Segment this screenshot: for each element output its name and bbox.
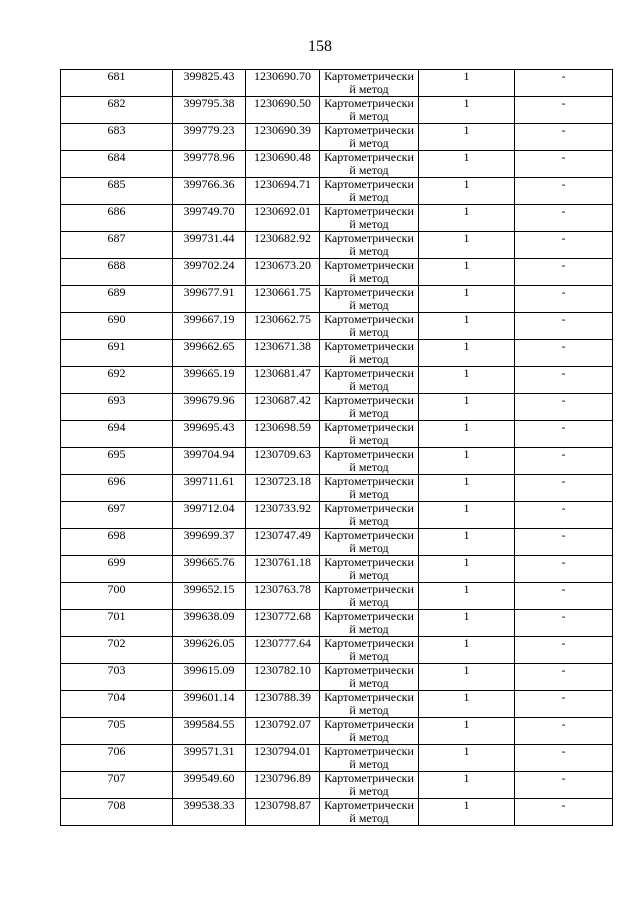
- method-text: Картометрический метод: [324, 447, 414, 474]
- description-cell: -: [515, 772, 613, 799]
- x-coordinate-cell: 399667.19: [173, 313, 246, 340]
- x-coordinate-cell: 399652.15: [173, 583, 246, 610]
- method-text: Картометрический метод: [324, 663, 414, 690]
- accuracy-cell: 1: [419, 286, 515, 313]
- method-cell: [320, 583, 419, 610]
- table-row: [61, 421, 613, 448]
- point-number-cell: 702: [61, 637, 173, 664]
- description-cell: -: [515, 691, 613, 718]
- accuracy-cell: 1: [419, 232, 515, 259]
- table-row: [61, 745, 613, 772]
- accuracy-cell: 1: [419, 394, 515, 421]
- y-coordinate-cell: 1230690.48: [246, 151, 320, 178]
- x-coordinate-cell: 399825.43: [173, 70, 246, 97]
- x-coordinate-cell: 399695.43: [173, 421, 246, 448]
- x-coordinate-cell: 399571.31: [173, 745, 246, 772]
- accuracy-cell: 1: [419, 178, 515, 205]
- y-coordinate-cell: 1230709.63: [246, 448, 320, 475]
- x-coordinate-cell: 399601.14: [173, 691, 246, 718]
- point-number-cell: 691: [61, 340, 173, 367]
- table-row: [61, 286, 613, 313]
- accuracy-cell: 1: [419, 637, 515, 664]
- method-text: Картометрический метод: [324, 474, 414, 501]
- accuracy-cell: 1: [419, 70, 515, 97]
- description-cell: -: [515, 718, 613, 745]
- method-cell: [320, 421, 419, 448]
- method-text: Картометрический метод: [324, 690, 414, 717]
- table-row: [61, 394, 613, 421]
- table-row: [61, 70, 613, 97]
- table-row: [61, 475, 613, 502]
- accuracy-cell: 1: [419, 772, 515, 799]
- y-coordinate-cell: 1230794.01: [246, 745, 320, 772]
- point-number-cell: 708: [61, 799, 173, 826]
- method-cell: [320, 529, 419, 556]
- x-coordinate-cell: 399779.23: [173, 124, 246, 151]
- x-coordinate-cell: 399665.19: [173, 367, 246, 394]
- method-cell: [320, 70, 419, 97]
- coordinates-table-body: [61, 70, 613, 826]
- y-coordinate-cell: 1230698.59: [246, 421, 320, 448]
- y-coordinate-cell: 1230792.07: [246, 718, 320, 745]
- x-coordinate-cell: 399711.61: [173, 475, 246, 502]
- y-coordinate-cell: 1230694.71: [246, 178, 320, 205]
- accuracy-cell: 1: [419, 421, 515, 448]
- method-text: Картометрический метод: [324, 582, 414, 609]
- table-row: [61, 799, 613, 826]
- method-cell: [320, 367, 419, 394]
- description-cell: -: [515, 448, 613, 475]
- accuracy-cell: 1: [419, 664, 515, 691]
- accuracy-cell: 1: [419, 529, 515, 556]
- x-coordinate-cell: 399626.05: [173, 637, 246, 664]
- accuracy-cell: 1: [419, 448, 515, 475]
- description-cell: -: [515, 205, 613, 232]
- point-number-cell: 697: [61, 502, 173, 529]
- point-number-cell: 706: [61, 745, 173, 772]
- y-coordinate-cell: 1230681.47: [246, 367, 320, 394]
- y-coordinate-cell: 1230692.01: [246, 205, 320, 232]
- description-cell: -: [515, 97, 613, 124]
- method-text: Картометрический метод: [324, 366, 414, 393]
- description-cell: -: [515, 502, 613, 529]
- method-text: Картометрический метод: [324, 555, 414, 582]
- method-text: Картометрический метод: [324, 69, 414, 96]
- y-coordinate-cell: 1230796.89: [246, 772, 320, 799]
- method-cell: [320, 232, 419, 259]
- method-text: Картометрический метод: [324, 204, 414, 231]
- method-text: Картометрический метод: [324, 798, 414, 825]
- point-number-cell: 681: [61, 70, 173, 97]
- x-coordinate-cell: 399778.96: [173, 151, 246, 178]
- method-cell: [320, 340, 419, 367]
- method-cell: [320, 664, 419, 691]
- description-cell: -: [515, 799, 613, 826]
- description-cell: -: [515, 421, 613, 448]
- x-coordinate-cell: 399615.09: [173, 664, 246, 691]
- point-number-cell: 686: [61, 205, 173, 232]
- table-row: [61, 556, 613, 583]
- x-coordinate-cell: 399638.09: [173, 610, 246, 637]
- description-cell: -: [515, 610, 613, 637]
- point-number-cell: 699: [61, 556, 173, 583]
- y-coordinate-cell: 1230662.75: [246, 313, 320, 340]
- method-text: Картометрический метод: [324, 96, 414, 123]
- table-row: [61, 205, 613, 232]
- y-coordinate-cell: 1230723.18: [246, 475, 320, 502]
- y-coordinate-cell: 1230763.78: [246, 583, 320, 610]
- method-text: Картометрический метод: [324, 258, 414, 285]
- x-coordinate-cell: 399677.91: [173, 286, 246, 313]
- y-coordinate-cell: 1230687.42: [246, 394, 320, 421]
- description-cell: -: [515, 313, 613, 340]
- x-coordinate-cell: 399538.33: [173, 799, 246, 826]
- y-coordinate-cell: 1230733.92: [246, 502, 320, 529]
- point-number-cell: 703: [61, 664, 173, 691]
- accuracy-cell: 1: [419, 124, 515, 151]
- accuracy-cell: 1: [419, 556, 515, 583]
- description-cell: -: [515, 583, 613, 610]
- method-text: Картометрический метод: [324, 771, 414, 798]
- description-cell: -: [515, 637, 613, 664]
- table-row: [61, 718, 613, 745]
- x-coordinate-cell: 399766.36: [173, 178, 246, 205]
- method-cell: [320, 97, 419, 124]
- point-number-cell: 701: [61, 610, 173, 637]
- description-cell: -: [515, 475, 613, 502]
- accuracy-cell: 1: [419, 313, 515, 340]
- description-cell: -: [515, 556, 613, 583]
- y-coordinate-cell: 1230772.68: [246, 610, 320, 637]
- method-cell: [320, 799, 419, 826]
- accuracy-cell: 1: [419, 367, 515, 394]
- accuracy-cell: 1: [419, 340, 515, 367]
- method-cell: [320, 772, 419, 799]
- x-coordinate-cell: 399795.38: [173, 97, 246, 124]
- x-coordinate-cell: 399679.96: [173, 394, 246, 421]
- table-row: [61, 259, 613, 286]
- point-number-cell: 694: [61, 421, 173, 448]
- point-number-cell: 698: [61, 529, 173, 556]
- method-text: Картометрический метод: [324, 285, 414, 312]
- table-row: [61, 313, 613, 340]
- description-cell: -: [515, 367, 613, 394]
- method-text: Картометрический метод: [324, 231, 414, 258]
- method-cell: [320, 691, 419, 718]
- method-cell: [320, 151, 419, 178]
- y-coordinate-cell: 1230690.50: [246, 97, 320, 124]
- x-coordinate-cell: 399702.24: [173, 259, 246, 286]
- description-cell: -: [515, 340, 613, 367]
- x-coordinate-cell: 399731.44: [173, 232, 246, 259]
- point-number-cell: 693: [61, 394, 173, 421]
- method-cell: [320, 259, 419, 286]
- table-row: [61, 691, 613, 718]
- method-text: Картометрический метод: [324, 177, 414, 204]
- accuracy-cell: 1: [419, 610, 515, 637]
- description-cell: -: [515, 664, 613, 691]
- method-cell: [320, 313, 419, 340]
- table-row: [61, 664, 613, 691]
- description-cell: -: [515, 232, 613, 259]
- method-cell: [320, 394, 419, 421]
- point-number-cell: 707: [61, 772, 173, 799]
- description-cell: -: [515, 259, 613, 286]
- y-coordinate-cell: 1230690.39: [246, 124, 320, 151]
- point-number-cell: 689: [61, 286, 173, 313]
- method-text: Картометрический метод: [324, 744, 414, 771]
- point-number-cell: 700: [61, 583, 173, 610]
- description-cell: -: [515, 178, 613, 205]
- method-cell: [320, 502, 419, 529]
- method-cell: [320, 718, 419, 745]
- y-coordinate-cell: 1230761.18: [246, 556, 320, 583]
- accuracy-cell: 1: [419, 97, 515, 124]
- point-number-cell: 684: [61, 151, 173, 178]
- description-cell: -: [515, 70, 613, 97]
- method-cell: [320, 610, 419, 637]
- table-row: [61, 340, 613, 367]
- accuracy-cell: 1: [419, 259, 515, 286]
- y-coordinate-cell: 1230777.64: [246, 637, 320, 664]
- table-row: [61, 97, 613, 124]
- point-number-cell: 682: [61, 97, 173, 124]
- y-coordinate-cell: 1230661.75: [246, 286, 320, 313]
- method-text: Картометрический метод: [324, 312, 414, 339]
- accuracy-cell: 1: [419, 799, 515, 826]
- method-cell: [320, 745, 419, 772]
- method-cell: [320, 475, 419, 502]
- method-cell: [320, 124, 419, 151]
- method-cell: [320, 178, 419, 205]
- table-row: [61, 178, 613, 205]
- method-cell: [320, 205, 419, 232]
- method-text: Картометрический метод: [324, 393, 414, 420]
- table-row: [61, 610, 613, 637]
- y-coordinate-cell: 1230673.20: [246, 259, 320, 286]
- table-row: [61, 637, 613, 664]
- method-text: Картометрический метод: [324, 420, 414, 447]
- table-row: [61, 232, 613, 259]
- point-number-cell: 692: [61, 367, 173, 394]
- accuracy-cell: 1: [419, 475, 515, 502]
- y-coordinate-cell: 1230747.49: [246, 529, 320, 556]
- method-text: Картометрический метод: [324, 501, 414, 528]
- method-text: Картометрический метод: [324, 636, 414, 663]
- point-number-cell: 705: [61, 718, 173, 745]
- point-number-cell: 695: [61, 448, 173, 475]
- method-text: Картометрический метод: [324, 528, 414, 555]
- table-row: [61, 124, 613, 151]
- accuracy-cell: 1: [419, 205, 515, 232]
- method-text: Картометрический метод: [324, 150, 414, 177]
- page-number: 158: [308, 38, 332, 55]
- accuracy-cell: 1: [419, 691, 515, 718]
- x-coordinate-cell: 399584.55: [173, 718, 246, 745]
- y-coordinate-cell: 1230788.39: [246, 691, 320, 718]
- table-row: [61, 151, 613, 178]
- y-coordinate-cell: 1230682.92: [246, 232, 320, 259]
- x-coordinate-cell: 399712.04: [173, 502, 246, 529]
- description-cell: -: [515, 745, 613, 772]
- point-number-cell: 683: [61, 124, 173, 151]
- accuracy-cell: 1: [419, 718, 515, 745]
- point-number-cell: 685: [61, 178, 173, 205]
- table-row: [61, 502, 613, 529]
- x-coordinate-cell: 399749.70: [173, 205, 246, 232]
- description-cell: -: [515, 124, 613, 151]
- y-coordinate-cell: 1230782.10: [246, 664, 320, 691]
- point-number-cell: 690: [61, 313, 173, 340]
- method-text: Картометрический метод: [324, 339, 414, 366]
- coordinates-table: [60, 69, 613, 826]
- description-cell: -: [515, 151, 613, 178]
- accuracy-cell: 1: [419, 151, 515, 178]
- x-coordinate-cell: 399704.94: [173, 448, 246, 475]
- accuracy-cell: 1: [419, 502, 515, 529]
- method-cell: [320, 556, 419, 583]
- method-text: Картометрический метод: [324, 717, 414, 744]
- accuracy-cell: 1: [419, 583, 515, 610]
- x-coordinate-cell: 399662.65: [173, 340, 246, 367]
- table-row: [61, 367, 613, 394]
- method-cell: [320, 637, 419, 664]
- y-coordinate-cell: 1230690.70: [246, 70, 320, 97]
- accuracy-cell: 1: [419, 745, 515, 772]
- table-row: [61, 529, 613, 556]
- description-cell: -: [515, 394, 613, 421]
- point-number-cell: 696: [61, 475, 173, 502]
- table-row: [61, 448, 613, 475]
- x-coordinate-cell: 399549.60: [173, 772, 246, 799]
- x-coordinate-cell: 399699.37: [173, 529, 246, 556]
- method-text: Картометрический метод: [324, 123, 414, 150]
- point-number-cell: 687: [61, 232, 173, 259]
- method-cell: [320, 448, 419, 475]
- y-coordinate-cell: 1230671.38: [246, 340, 320, 367]
- table-row: [61, 772, 613, 799]
- y-coordinate-cell: 1230798.87: [246, 799, 320, 826]
- x-coordinate-cell: 399665.76: [173, 556, 246, 583]
- point-number-cell: 688: [61, 259, 173, 286]
- description-cell: -: [515, 529, 613, 556]
- method-text: Картометрический метод: [324, 609, 414, 636]
- description-cell: -: [515, 286, 613, 313]
- point-number-cell: 704: [61, 691, 173, 718]
- table-row: [61, 583, 613, 610]
- method-cell: [320, 286, 419, 313]
